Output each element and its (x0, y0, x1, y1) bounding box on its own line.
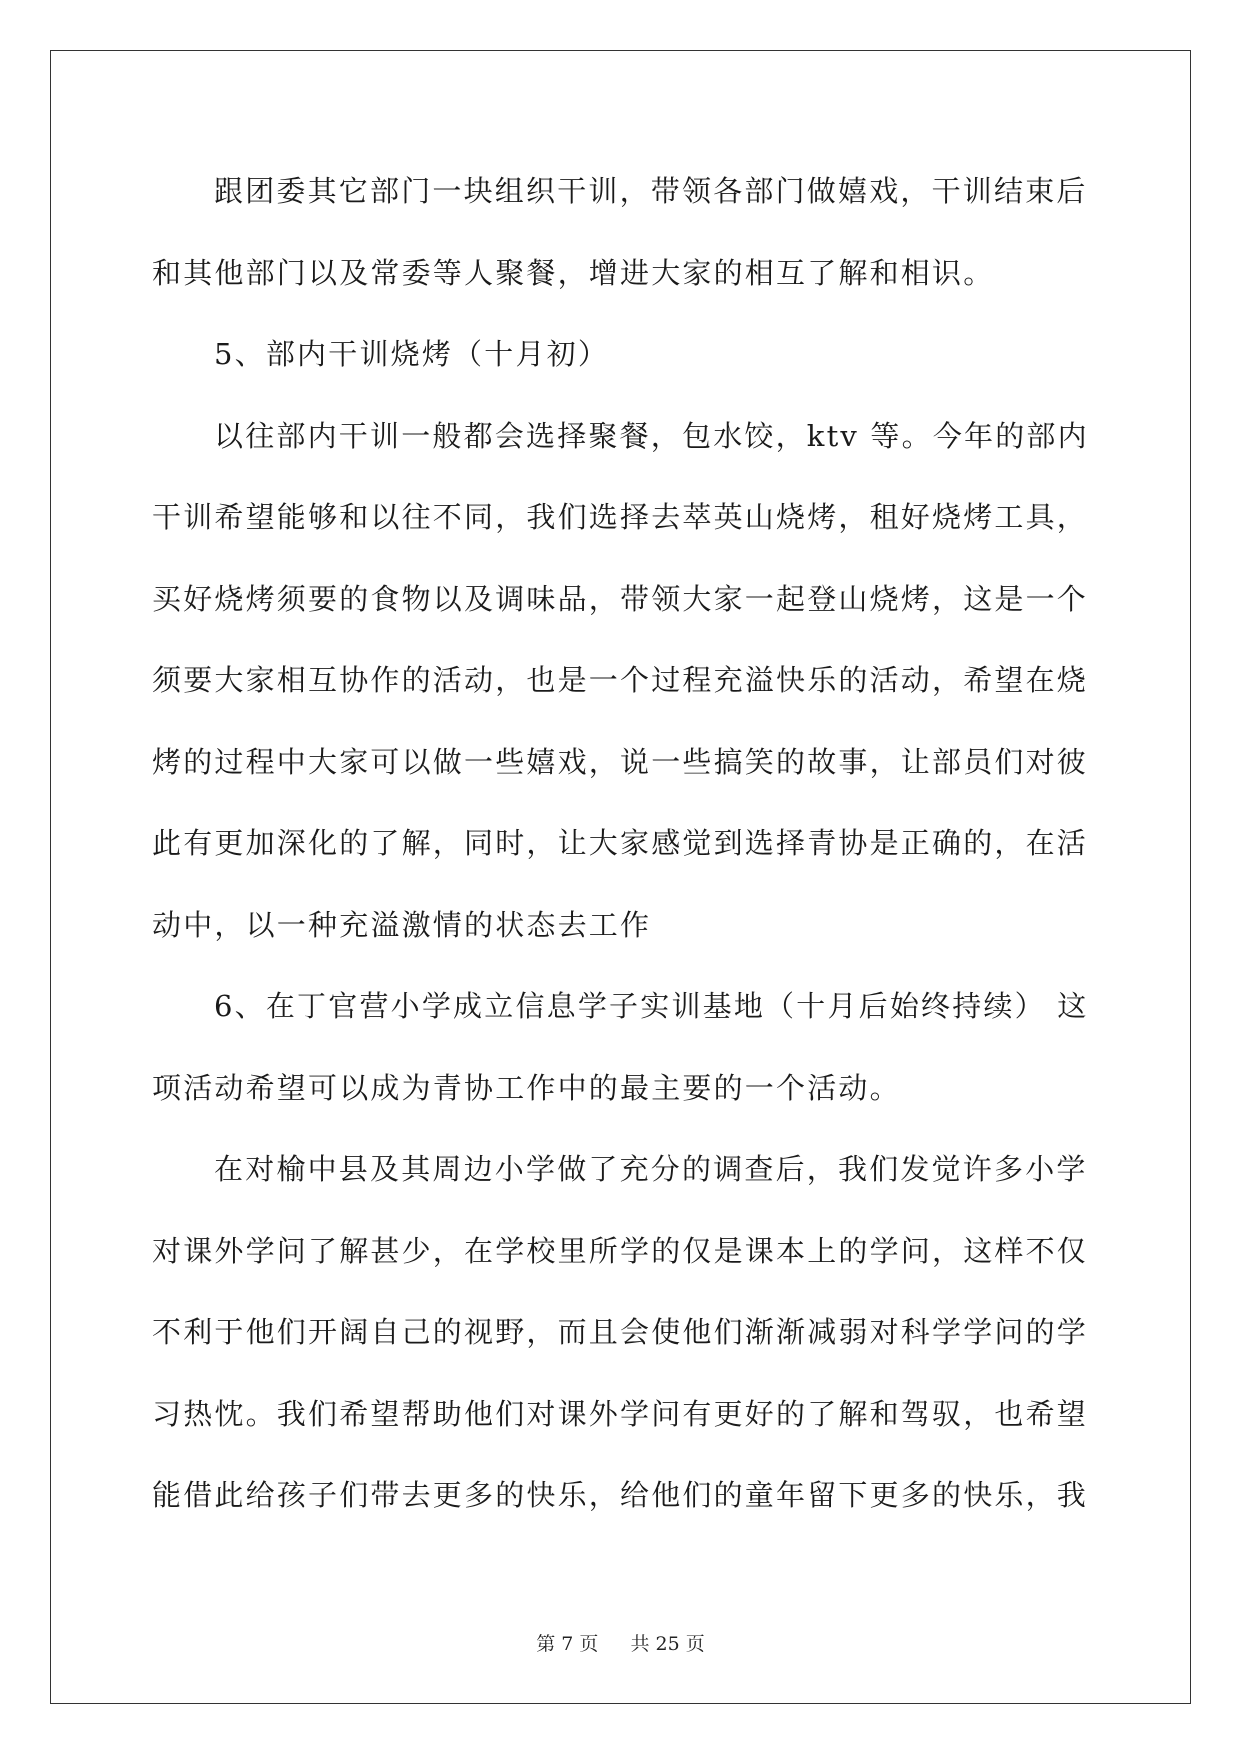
text-line: 和其他部门以及常委等人聚餐，增进大家的相互了解和相识。 (152, 255, 995, 290)
page-footer (0, 1632, 1241, 1656)
text-line: 干训希望能够和以往不同，我们选择去萃英山烧烤，租好烧烤工具， (152, 500, 1089, 534)
text-line: 不利于他们开阔自己的视野，而且会使他们渐渐减弱对科学学问的学 (152, 1315, 1089, 1349)
text-line: 习热忱。我们希望帮助他们对课外学问有更好的了解和驾驭，也希望 (152, 1396, 1089, 1431)
text-line: 买好烧烤须要的食物以及调味品，带领大家一起登山烧烤，这是一个 (152, 581, 1089, 616)
text-line: 能借此给孩子们带去更多的快乐，给他们的童年留下更多的快乐，我 (152, 1478, 1089, 1512)
page-number: 第 7 页 (536, 1633, 599, 1655)
text-line: 动中，以一种充溢激情的状态去工作 (152, 907, 652, 942)
document-body (152, 165, 1087, 1551)
text-line: 以往部内干训一般都会选择聚餐，包水饺，ktv 等。今年的部内 (214, 418, 1089, 453)
text-line: 跟团委其它部门一块组织干训，带领各部门做嬉戏，干训结束后 (214, 174, 1088, 208)
text-line: 对课外学问了解甚少，在学校里所学的仅是课本上的学问，这样不仅 (152, 1233, 1089, 1268)
page-total: 共 25 页 (630, 1633, 705, 1655)
text-line: 在对榆中县及其周边小学做了充分的调查后，我们发觉许多小学 (214, 1152, 1088, 1186)
section-heading: 5、部内干训烧烤（十月初） (214, 337, 610, 371)
text-line: 须要大家相互协作的活动，也是一个过程充溢快乐的活动，希望在烧 (152, 663, 1089, 697)
text-line: 项活动希望可以成为青协工作中的最主要的一个活动。 (152, 1070, 901, 1105)
section-heading: 6、在丁官营小学成立信息学子实训基地（十月后始终持续） 这 (214, 989, 1089, 1023)
text-line: 烤的过程中大家可以做一些嬉戏，说一些搞笑的故事，让部员们对彼 (152, 744, 1089, 779)
text-line: 此有更加深化的了解，同时，让大家感觉到选择青协是正确的，在活 (152, 826, 1089, 860)
